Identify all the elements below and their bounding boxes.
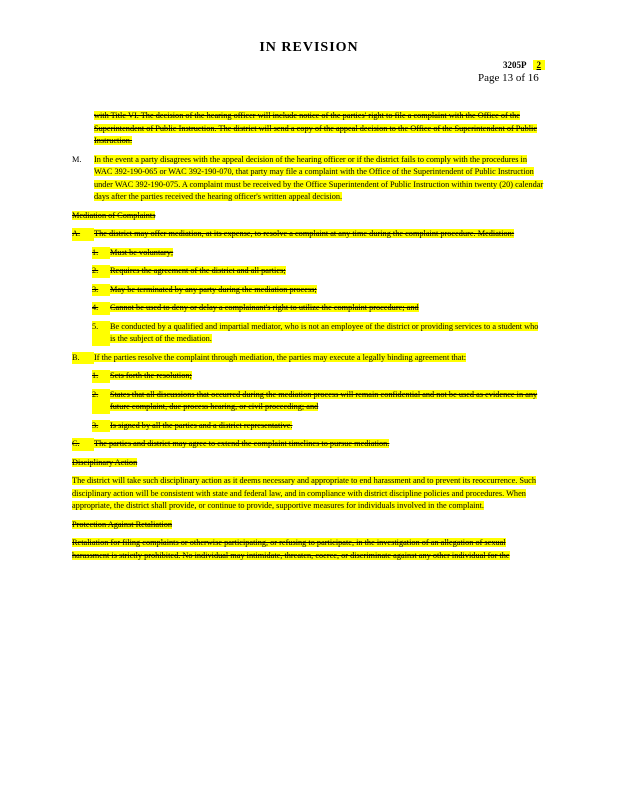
list-text: May be terminated by any party during the mediation process; (110, 284, 317, 294)
intro-paragraph (72, 110, 544, 148)
list-number: 5. (92, 321, 110, 346)
item-m (72, 154, 544, 204)
mediation-heading-text: Mediation of Complaints (72, 210, 156, 220)
revision-mark: 2 (533, 60, 546, 70)
policy-code (503, 60, 545, 70)
item-a-text: The district may offer mediation, at its expense, to resolve a complaint at any time during the complaint procedure. Mediation: (94, 229, 515, 238)
list-item (92, 265, 544, 278)
list-text: Is signed by all the parties and a district representative. (110, 420, 293, 430)
list-number: 4. (92, 302, 110, 315)
policy-code-text: 3205P (503, 60, 527, 70)
intro-text: with Title VI. The decision of the hearing officer will include notice of the parties' right to file a complaint with the Office of the Superintendent of Public Instruction. The district will send a copy of the appeal decision to the Office of the Superintendent of Public Instruction. (94, 111, 538, 145)
list-item (92, 321, 544, 346)
item-a-label: A. (72, 228, 94, 241)
item-a-list (72, 247, 544, 346)
item-c-label: C. (72, 438, 94, 451)
list-item (92, 370, 544, 383)
item-b (72, 352, 544, 365)
list-item (92, 420, 544, 433)
item-c-text: The parties and district may agree to extend the complaint timelines to pursue mediation. (94, 439, 390, 448)
list-text: Be conducted by a qualified and impartial mediator, who is not an employee of the district or providing services to a student who is the subject of the mediation. (110, 321, 539, 343)
discipline-heading-text: Disciplinary Action (72, 457, 138, 467)
list-item (92, 302, 544, 315)
protection-heading-text: Protection Against Retaliation (72, 519, 173, 529)
item-m-text: In the event a party disagrees with the appeal decision of the hearing officer or if the district fails to comply with the procedures in WAC 392-190-065 or WAC 392-190-070, that party may file a complaint with the Office of the Superintendent of Public Instruction under WAC 392-190-075. A complaint must be received by the Office Superintendent of Public Instruction within twenty (20) calendar days after the parties received the hearing officer's written appeal decision. (94, 154, 544, 201)
item-a (72, 228, 544, 241)
mediation-heading (72, 210, 544, 223)
list-item (92, 389, 544, 414)
item-b-list (72, 370, 544, 432)
list-number: 3. (92, 284, 110, 297)
item-c (72, 438, 544, 451)
list-text: Requires the agreement of the district and all parties; (110, 266, 286, 275)
list-text: States that all discussions that occurred during the mediation process will remain confidential and not be used as evidence in any future complaint, due process hearing, or civil proceeding; and (110, 389, 538, 411)
list-number: 3. (92, 420, 110, 433)
item-b-text: If the parties resolve the complaint through mediation, the parties may execute a legally binding agreement that: (94, 352, 467, 362)
list-item (92, 284, 544, 297)
list-number: 1. (92, 247, 110, 260)
protection-paragraph (72, 537, 544, 562)
protection-text: Retaliation for filing complaints or otherwise participating, or refusing to participate, in the investigation of an allegation of sexual harassment is strictly prohibited. No individual may intimidate, threaten, coerce, or discriminate against any other individual for the (72, 538, 510, 560)
discipline-paragraph (72, 475, 544, 513)
protection-heading (72, 519, 544, 532)
list-number: 2. (92, 265, 110, 278)
list-item (92, 247, 544, 260)
discipline-heading (72, 457, 544, 470)
discipline-text: The district will take such disciplinary action as it deems necessary and appropriate to end harassment and to prevent its reoccurrence. Such disciplinary action will be consistent with state and federal law, and in compliance with district discipline policies and procedures. When appropriate, the district shall provide, or continue to provide, supportive measures for individuals involved in the complaint. (72, 476, 537, 510)
item-b-label: B. (72, 352, 94, 365)
list-number: 2. (92, 389, 110, 414)
item-m-label: M. (72, 154, 82, 164)
revision-title: IN REVISION (259, 40, 359, 55)
list-text: Sets forth the resolution; (110, 371, 192, 380)
list-text: Cannot be used to deny or delay a complainant's right to utilize the complaint procedure; and (110, 303, 419, 312)
list-number: 1. (92, 370, 110, 383)
list-text: Must be voluntary; (110, 247, 174, 257)
document-body (72, 110, 544, 568)
page-number: Page 13 of 16 (478, 72, 539, 84)
